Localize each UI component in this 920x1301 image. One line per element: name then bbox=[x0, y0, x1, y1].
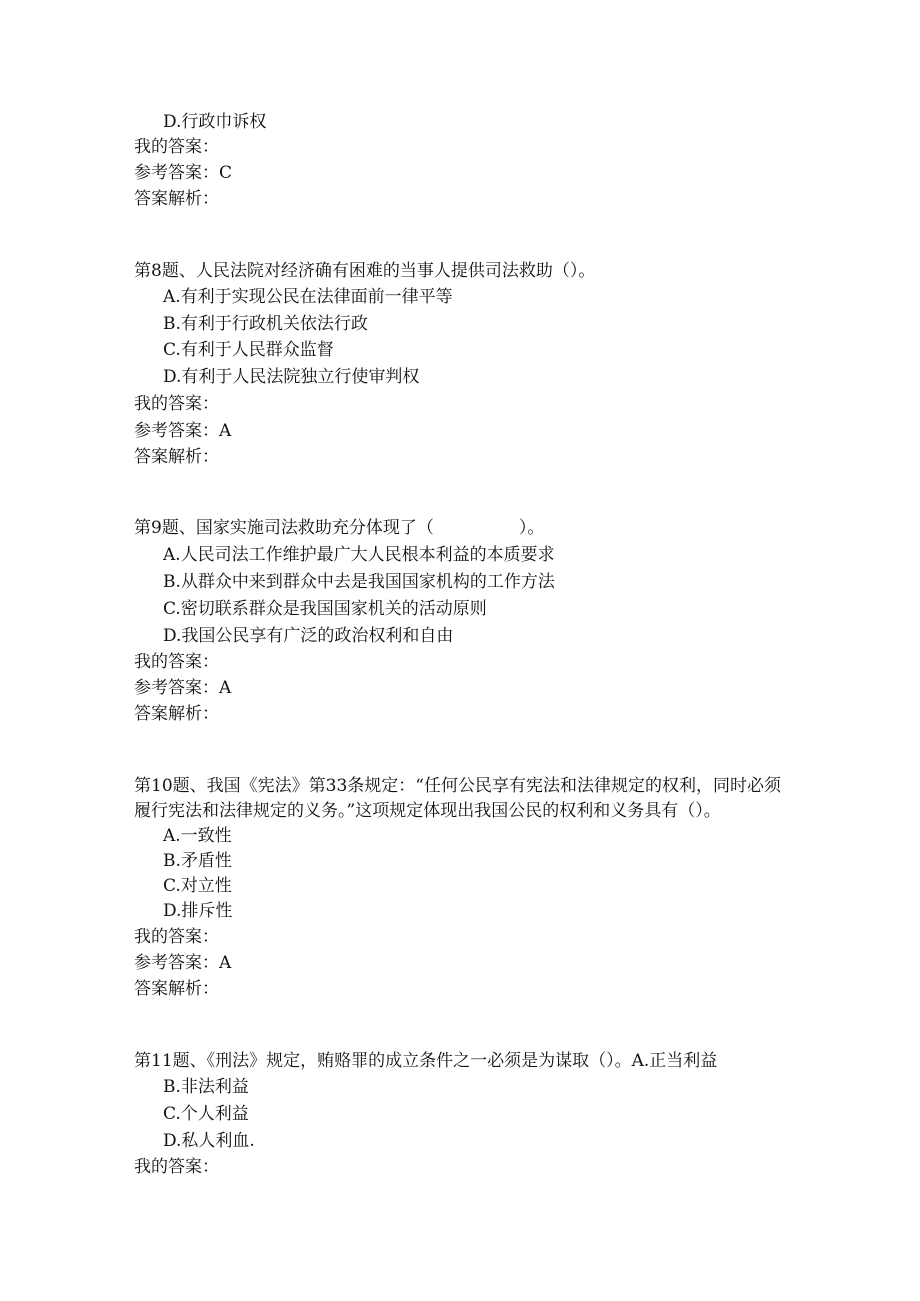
q11-option-b: B.非法利益 bbox=[163, 1077, 249, 1097]
q9-option-b: B.从群众中来到群众中去是我国国家机构的工作方法 bbox=[163, 572, 555, 592]
q10-stem-line-1: 第10题、我国《宪法》第33条规定：“任何公民享有宪法和法律规定的权利，同时必须 bbox=[134, 776, 781, 796]
q8-reference-answer: 参考答案：A bbox=[134, 421, 232, 441]
q9-option-a: A.人民司法工作维护最广大人民根本利益的本质要求 bbox=[163, 545, 555, 565]
q10-option-c: C.对立性 bbox=[163, 876, 232, 896]
q8-answer-analysis: 答案解析： bbox=[134, 447, 219, 467]
q8-stem: 第8题、人民法院对经济确有困难的当事人提供司法救助（）。 bbox=[134, 261, 596, 281]
q7-my-answer: 我的答案： bbox=[134, 137, 219, 157]
q8-option-d: D.有利于人民法院独立行使审判权 bbox=[163, 367, 420, 387]
q10-answer-analysis: 答案解析： bbox=[134, 979, 219, 999]
q9-answer-analysis: 答案解析： bbox=[134, 704, 219, 724]
q10-my-answer: 我的答案： bbox=[134, 927, 219, 947]
q9-option-d: D.我国公民享有广泛的政治权利和自由 bbox=[163, 626, 454, 646]
q9-reference-answer: 参考答案：A bbox=[134, 678, 232, 698]
q10-stem-line-2: 履行宪法和法律规定的义务。”这项规定体现出我国公民的权利和义务具有（）。 bbox=[134, 801, 721, 821]
q11-my-answer: 我的答案： bbox=[134, 1157, 219, 1177]
q9-option-c: C.密切联系群众是我国国家机关的活动原则 bbox=[163, 599, 487, 619]
q8-option-b: B.有利于行政机关依法行政 bbox=[163, 314, 368, 334]
q8-option-c: C.有利于人民群众监督 bbox=[163, 340, 334, 360]
q11-stem: 第11题、《刑法》规定，贿赂罪的成立条件之一必须是为谋取（）。A.正当利益 bbox=[134, 1051, 718, 1071]
q9-my-answer: 我的答案： bbox=[134, 652, 219, 672]
q7-answer-analysis: 答案解析： bbox=[134, 189, 219, 209]
q10-option-b: B.矛盾性 bbox=[163, 851, 232, 871]
q11-option-d: D.私人利血. bbox=[163, 1131, 255, 1151]
q10-option-a: A.一致性 bbox=[163, 826, 232, 846]
q8-my-answer: 我的答案： bbox=[134, 394, 219, 414]
q11-option-c: C.个人利益 bbox=[163, 1104, 249, 1124]
q9-stem: 第9题、国家实施司法救助充分体现了（ ）。 bbox=[134, 518, 545, 538]
q7-option-d: D.行政巾诉权 bbox=[163, 112, 267, 132]
q7-reference-answer: 参考答案：C bbox=[134, 163, 233, 183]
q8-option-a: A.有利于实现公民在法律面前一律平等 bbox=[163, 287, 453, 307]
q10-reference-answer: 参考答案：A bbox=[134, 953, 232, 973]
q10-option-d: D.排斥性 bbox=[163, 901, 233, 921]
